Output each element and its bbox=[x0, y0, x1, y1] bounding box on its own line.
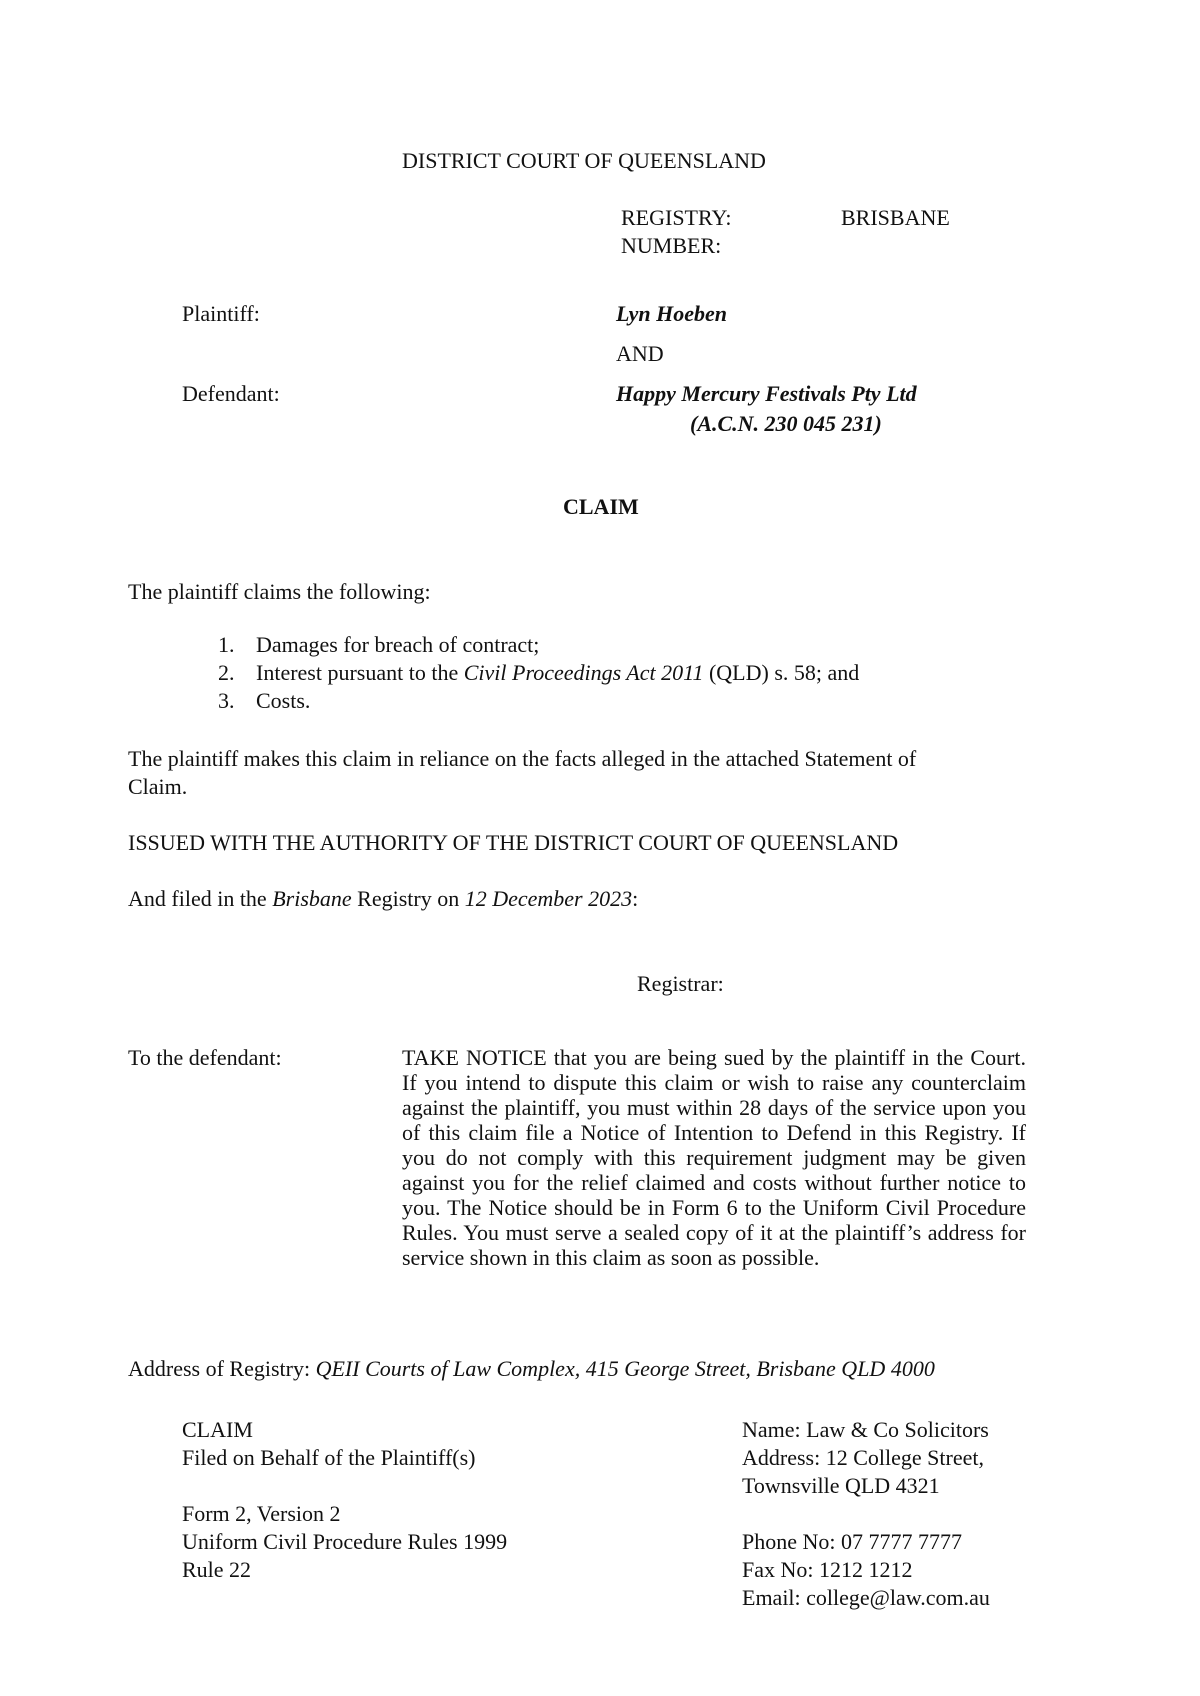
solicitor-address-line-2: Townsville QLD 4321 bbox=[742, 1473, 940, 1498]
defendant-label: Defendant: bbox=[182, 381, 280, 406]
registry-value: BRISBANE bbox=[841, 205, 950, 230]
notice-recipient-label: To the defendant: bbox=[128, 1045, 282, 1070]
relief-number: 3. bbox=[218, 688, 235, 713]
relief-number: 2. bbox=[218, 660, 235, 685]
registry-label: REGISTRY: bbox=[621, 205, 732, 230]
reliance-line-2: Claim. bbox=[128, 774, 188, 799]
footer-document-type: CLAIM bbox=[182, 1417, 253, 1442]
and-separator: AND bbox=[616, 341, 664, 366]
registrar-label: Registrar: bbox=[637, 971, 724, 996]
relief-item bbox=[218, 660, 860, 688]
claims-intro: The plaintiff claims the following: bbox=[128, 579, 431, 604]
court-heading: DISTRICT COURT OF QUEENSLAND bbox=[402, 148, 766, 173]
registry-address-label: Address of Registry: bbox=[128, 1356, 316, 1381]
document-title: CLAIM bbox=[563, 494, 639, 519]
filed-prefix: And filed in the bbox=[128, 886, 273, 911]
issued-statement: ISSUED WITH THE AUTHORITY OF THE DISTRICT COURT OF QUEENSLAND bbox=[128, 830, 899, 855]
footer-filed-on-behalf: Filed on Behalf of the Plaintiff(s) bbox=[182, 1445, 476, 1470]
relief-text: Damages for breach of contract; bbox=[256, 632, 540, 657]
reliance-line-1: The plaintiff makes this claim in reliance on the facts alleged in the attached Statement of bbox=[128, 746, 917, 771]
registry-address bbox=[128, 1356, 935, 1382]
act-citation: Civil Proceedings Act 2011 bbox=[463, 660, 704, 685]
relief-item bbox=[218, 632, 859, 660]
filed-registry: Brisbane bbox=[272, 886, 352, 911]
filed-date: 12 December 2023 bbox=[464, 886, 633, 911]
solicitor-fax: Fax No: 1212 1212 bbox=[742, 1557, 913, 1582]
reliefs-list bbox=[218, 632, 860, 716]
footer-rules: Uniform Civil Procedure Rules 1999 bbox=[182, 1529, 508, 1554]
plaintiff-label: Plaintiff: bbox=[182, 301, 260, 326]
solicitor-address-line-1: Address: 12 College Street, bbox=[742, 1445, 984, 1470]
relief-number: 1. bbox=[218, 632, 235, 657]
filed-middle: Registry on bbox=[351, 886, 465, 911]
relief-item bbox=[218, 688, 859, 716]
relief-text-suffix: (QLD) s. 58; and bbox=[703, 660, 860, 685]
defendant-acn: (A.C.N. 230 045 231) bbox=[690, 411, 882, 436]
relief-text: Costs. bbox=[256, 688, 311, 713]
filed-suffix: : bbox=[632, 886, 639, 911]
number-label: NUMBER: bbox=[621, 233, 722, 258]
solicitor-email: Email: college@law.com.au bbox=[742, 1585, 990, 1610]
solicitor-name: Name: Law & Co Solicitors bbox=[742, 1417, 989, 1442]
relief-text: Interest pursuant to the bbox=[256, 660, 464, 685]
defendant-name: Happy Mercury Festivals Pty Ltd bbox=[616, 381, 917, 406]
plaintiff-name: Lyn Hoeben bbox=[616, 301, 727, 326]
filed-statement bbox=[128, 886, 638, 912]
footer-form: Form 2, Version 2 bbox=[182, 1501, 341, 1526]
take-notice-paragraph: TAKE NOTICE that you are being sued by the plaintiff in the Court. If you intend to dispute this claim or wish to raise any counterclaim against the plaintiff, you must within 28 days of the service upon you of this claim file a Notice of Intention to Defend in this Registry. If you do not comply with this requirement judgment may be given against you for the relief claimed and costs without further notice to you. The Notice should be in Form 6 to the Uniform Civil Procedure Rules. You must serve a sealed copy of it at the plaintiff’s address for service shown in this claim as soon as possible. bbox=[402, 1045, 1026, 1270]
registry-address-value: QEII Courts of Law Complex, 415 George Street, Brisbane QLD 4000 bbox=[315, 1356, 935, 1381]
solicitor-phone: Phone No: 07 7777 7777 bbox=[742, 1529, 962, 1554]
footer-rule-number: Rule 22 bbox=[182, 1557, 252, 1582]
